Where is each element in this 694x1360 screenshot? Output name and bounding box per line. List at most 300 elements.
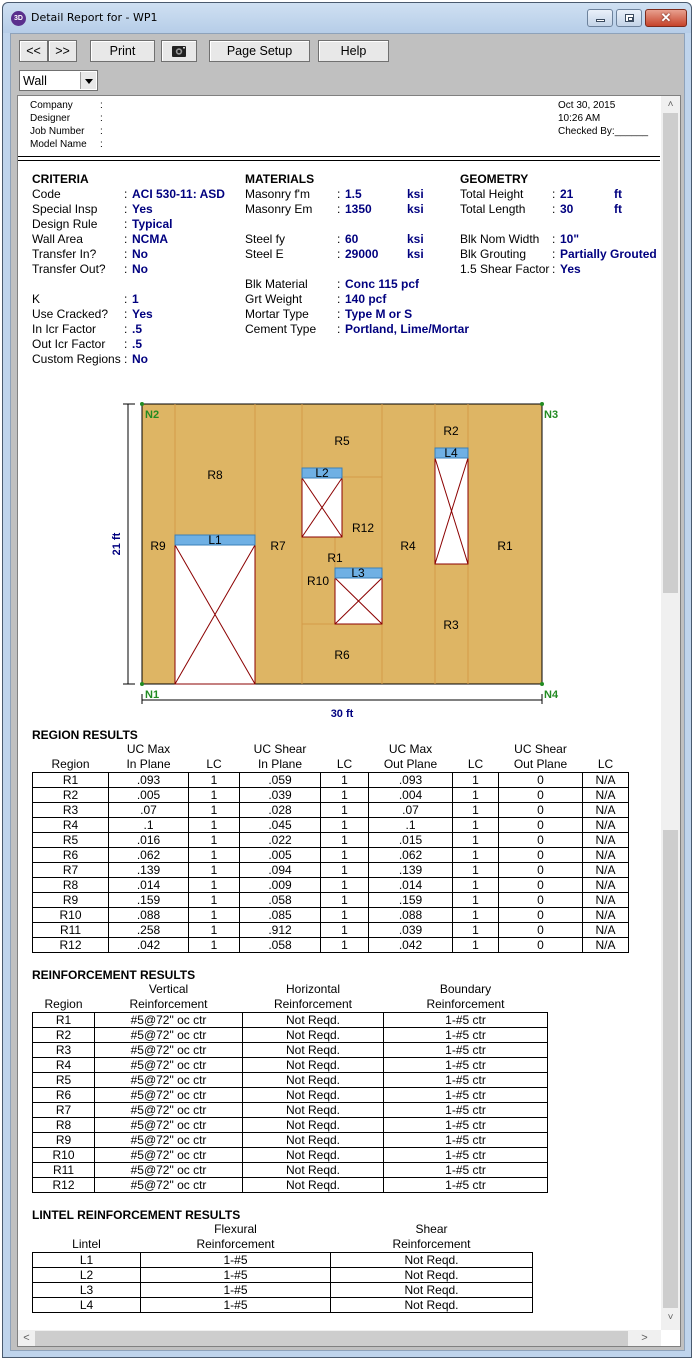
table-cell: Not Reqd. xyxy=(243,1178,384,1193)
table-row xyxy=(33,923,629,938)
header-time: 10:26 AM xyxy=(558,113,601,124)
lintel-results-title: LINTEL REINFORCEMENT RESULTS xyxy=(32,1208,241,1222)
table-cell: .045 xyxy=(240,818,321,833)
table-cell: .139 xyxy=(369,863,453,878)
table-cell: Not Reqd. xyxy=(243,1133,384,1148)
table-cell: #5@72" oc ctr xyxy=(95,1058,243,1073)
table-cell: 0 xyxy=(499,878,583,893)
table-cell: 1 xyxy=(453,938,499,953)
table-cell: .085 xyxy=(240,908,321,923)
table-cell: 0 xyxy=(499,833,583,848)
table-cell: L2 xyxy=(33,1268,141,1283)
table-cell: 1-#5 ctr xyxy=(384,1028,548,1043)
table-cell: N/A xyxy=(583,833,629,848)
table-row xyxy=(33,1118,548,1133)
region-label-r10: R10 xyxy=(306,574,330,588)
report-type-select[interactable] xyxy=(19,70,98,91)
table-cell: .004 xyxy=(369,788,453,803)
chevron-down-icon[interactable] xyxy=(80,72,96,89)
table-cell: 1 xyxy=(321,818,369,833)
table-cell: .159 xyxy=(369,893,453,908)
maximize-icon xyxy=(625,14,634,22)
table-cell: N/A xyxy=(583,878,629,893)
table-cell: .028 xyxy=(240,803,321,818)
table-row xyxy=(33,1013,548,1028)
table-cell: 0 xyxy=(499,863,583,878)
node-label-n4: N4 xyxy=(544,689,559,701)
table-cell: .159 xyxy=(109,893,189,908)
column-header: Boundary xyxy=(439,982,492,996)
table-row xyxy=(33,773,629,788)
column-header: Out Plane xyxy=(513,757,568,771)
criteria-title: CRITERIA xyxy=(32,172,89,186)
table-row xyxy=(33,878,629,893)
table-cell: .014 xyxy=(369,878,453,893)
region-label-r9: R9 xyxy=(150,539,166,553)
table-cell: .912 xyxy=(240,923,321,938)
table-cell: 1 xyxy=(321,863,369,878)
maximize-button[interactable] xyxy=(616,9,642,27)
table-row xyxy=(33,803,629,818)
table-row xyxy=(33,1178,548,1193)
horizontal-scrollbar-thumb[interactable] xyxy=(35,1331,628,1346)
column-header: Horizontal xyxy=(285,982,341,996)
scroll-left-icon[interactable]: < xyxy=(23,1332,30,1344)
table-cell: .088 xyxy=(369,908,453,923)
column-header: Shear xyxy=(415,1222,448,1236)
column-header: UC Shear xyxy=(253,742,307,756)
column-header: LC xyxy=(336,757,353,771)
table-cell: N/A xyxy=(583,848,629,863)
table-cell: Not Reqd. xyxy=(243,1028,384,1043)
table-cell: .258 xyxy=(109,923,189,938)
table-cell: Not Reqd. xyxy=(331,1298,533,1313)
previous-button[interactable]: << xyxy=(19,40,48,62)
table-cell: .1 xyxy=(369,818,453,833)
snapshot-button[interactable] xyxy=(161,40,197,62)
table-cell: R8 xyxy=(33,878,109,893)
table-cell: .062 xyxy=(109,848,189,863)
scroll-up-icon[interactable]: ˄ xyxy=(667,99,674,110)
next-button[interactable]: >> xyxy=(48,40,77,62)
table-cell: 1-#5 ctr xyxy=(384,1133,548,1148)
region-results-section xyxy=(32,728,629,953)
table-row xyxy=(33,1268,533,1283)
table-cell: .058 xyxy=(240,938,321,953)
table-cell: 1-#5 ctr xyxy=(384,1178,548,1193)
table-cell: 1-#5 ctr xyxy=(384,1088,548,1103)
minimize-icon xyxy=(596,19,605,22)
table-cell: #5@72" oc ctr xyxy=(95,1088,243,1103)
help-button[interactable]: Help xyxy=(318,40,389,62)
table-cell: 0 xyxy=(499,788,583,803)
table-cell: 1 xyxy=(189,773,240,788)
scrollbar-thumb[interactable] xyxy=(663,113,678,593)
table-row xyxy=(33,908,629,923)
vertical-scrollbar[interactable] xyxy=(661,96,680,1330)
table-cell: N/A xyxy=(583,863,629,878)
wall-elevation-diagram xyxy=(18,96,658,756)
table-cell: R6 xyxy=(33,1088,95,1103)
table-cell: 1 xyxy=(453,773,499,788)
column-header: LC xyxy=(597,757,614,771)
table-cell: R3 xyxy=(33,803,109,818)
region-results-table xyxy=(32,742,629,953)
table-cell: R5 xyxy=(33,833,109,848)
table-cell: 1 xyxy=(321,773,369,788)
table-row xyxy=(33,1103,548,1118)
materials-title: MATERIALS xyxy=(245,172,315,186)
table-cell: 1 xyxy=(321,908,369,923)
table-cell: 1 xyxy=(453,878,499,893)
table-cell: N/A xyxy=(583,788,629,803)
lintel-results-section xyxy=(32,1208,533,1313)
report-page: Company : Designer : Job Number : Model Name : Oct 30, 2015 10:26 AM Checked By:______ CRITERIA MATERIALS GEOMETRY Code : ACI 530-11: ASD Special Insp : Yes Design Rule : Typical Wall Area : NCMA Transfer In? : No Transfer Out? : No K : 1 Use Cracked? : Yes In Icr Factor : .5 Out Icr Factor : .5 Custom Regions : No Masonry f'm : 1.5 ksi Masonry Em : 1350 ksi Steel fy : 60 ksi Steel E : 29000 ksi Blk Material : Conc 115 pcf Grt Weight : 140 pcf Mortar Type : Type M or S Cement Type : Portland, Lime/Mortar Total Height : 21 ft Total Length : 30 ft Blk Nom Width : 10" Blk Grouting : Partially Grouted 1.5 Shear Factor : Yes L1 L2 L3 L4 R1 R2 R3 R4 R5 R6 R7 R8 R9 R10 R1 R12 N2 N3 N1 N4 21 ft 30 ft REGION RESULTS UC Max UC Shear UC Max UC Shear Region In Plane LC In Plane LC Out Plane LC Out Plane LC R1 .093 1 .059 1 .093 1 0 N/A R2 .005 1 .039 1 .004 1 0 N/A R3 .07 1 .028 1 .07 1 0 N/A R4 .1 1 .045 1 .1 1 0 N/A R5 .016 1 .022 1 .015 1 0 N/A R6 .062 1 .005 1 .062 1 0 N/A R7 .139 1 .094 1 .139 1 0 N/A R8 .014 1 .009 1 .014 1 0 N/A R9 .159 1 .058 1 .159 1 0 N/A R10 .088 1 .085 1 .088 1 0 N/A R11 .258 1 .912 1 .039 1 0 N/A R12 .042 1 .058 1 .042 1 0 N/A REINFORCEMENT RESULTS Vertical Horizontal Boundary Region Reinforcement Reinforcement Reinforcement R1 #5@72" oc ctr Not Reqd. 1-#5 ctr R2 #5@72" oc ctr Not Reqd. 1-#5 ctr R3 #5@72" oc ctr Not Reqd. 1-#5 ctr R4 #5@72" oc ctr Not Reqd. 1-#5 ctr R5 #5@72" oc ctr Not Reqd. 1-#5 ctr R6 #5@72" oc ctr Not Reqd. 1-#5 ctr R7 #5@72" oc ctr Not Reqd. 1-#5 ctr R8 #5@72" oc ctr Not Reqd. 1-#5 ctr R9 #5@72" oc ctr Not Reqd. 1-#5 ctr R10 #5@72" oc ctr Not Reqd. 1-#5 ctr R11 #5@72" oc ctr Not Reqd. 1-#5 ctr R12 #5@72" oc ctr Not Reqd. 1-#5 ctr LINTEL REINFORCEMENT RESULTS Flexural Shear Lintel Reinforcement Reinforcement L1 1-#5 Not Reqd. L2 1-#5 Not Reqd. L3 1-#5 Not Reqd. L4 1-#5 Not Reqd. xyxy=(18,96,658,1321)
lintel-label-l1: L1 xyxy=(208,533,222,547)
table-row xyxy=(33,1058,548,1073)
table-cell: .014 xyxy=(109,878,189,893)
table-row xyxy=(33,833,629,848)
table-cell: .022 xyxy=(240,833,321,848)
region-results-title: REGION RESULTS xyxy=(32,728,138,742)
table-cell: .015 xyxy=(369,833,453,848)
table-cell: .042 xyxy=(369,938,453,953)
table-cell: 1-#5 xyxy=(141,1283,331,1298)
table-cell: 1 xyxy=(189,863,240,878)
table-cell: N/A xyxy=(583,773,629,788)
table-cell: .062 xyxy=(369,848,453,863)
report-window xyxy=(2,2,692,1358)
table-cell: 0 xyxy=(499,923,583,938)
report-viewport xyxy=(17,95,681,1347)
table-cell: L3 xyxy=(33,1283,141,1298)
reinforcement-results-title: REINFORCEMENT RESULTS xyxy=(32,968,196,982)
table-cell: #5@72" oc ctr xyxy=(95,1178,243,1193)
table-cell: .093 xyxy=(369,773,453,788)
column-header: Vertical xyxy=(148,982,189,996)
table-cell: Not Reqd. xyxy=(243,1058,384,1073)
header-job-number: Job Number : xyxy=(30,126,103,137)
table-cell: #5@72" oc ctr xyxy=(95,1013,243,1028)
table-row xyxy=(33,1133,548,1148)
table-cell: 1-#5 ctr xyxy=(384,1163,548,1178)
select-value: Wall xyxy=(23,74,47,88)
table-cell: 1 xyxy=(321,938,369,953)
table-row xyxy=(33,1163,548,1178)
table-cell: 1 xyxy=(453,818,499,833)
table-cell: 1 xyxy=(453,908,499,923)
table-cell: 1 xyxy=(321,803,369,818)
table-row xyxy=(33,818,629,833)
column-header: UC Shear xyxy=(514,742,567,756)
table-row xyxy=(33,1253,533,1268)
table-cell: #5@72" oc ctr xyxy=(95,1118,243,1133)
table-cell: 1-#5 ctr xyxy=(384,1118,548,1133)
node-label-n2: N2 xyxy=(145,409,160,421)
table-row xyxy=(33,1283,533,1298)
table-cell: 1 xyxy=(321,788,369,803)
window-title: Detail Report for - WP1 xyxy=(31,11,158,24)
table-cell: .042 xyxy=(109,938,189,953)
table-cell: 0 xyxy=(499,908,583,923)
region-label-r2: R2 xyxy=(443,424,459,438)
region-label-r8: R8 xyxy=(207,468,223,482)
minimize-button[interactable] xyxy=(587,9,613,27)
table-cell: #5@72" oc ctr xyxy=(95,1028,243,1043)
table-cell: 1 xyxy=(453,923,499,938)
table-cell: 1 xyxy=(453,803,499,818)
table-cell: #5@72" oc ctr xyxy=(95,1073,243,1088)
table-cell: R9 xyxy=(33,1133,95,1148)
table-cell: 1 xyxy=(321,848,369,863)
table-cell: 1 xyxy=(453,863,499,878)
table-cell: Not Reqd. xyxy=(243,1043,384,1058)
print-button[interactable]: Print xyxy=(90,40,155,62)
table-cell: 1 xyxy=(189,878,240,893)
table-cell: 1 xyxy=(189,938,240,953)
table-cell: .039 xyxy=(369,923,453,938)
table-cell: 1 xyxy=(321,893,369,908)
column-header xyxy=(33,982,95,997)
table-cell: 1-#5 ctr xyxy=(384,1073,548,1088)
client-area xyxy=(10,33,685,1351)
table-cell: 1 xyxy=(189,923,240,938)
region-label-r7: R7 xyxy=(270,539,286,553)
table-cell: .088 xyxy=(109,908,189,923)
column-header: Reinforcement xyxy=(129,997,208,1011)
table-cell: 1 xyxy=(189,788,240,803)
table-row xyxy=(33,848,629,863)
table-cell: 1-#5 ctr xyxy=(384,1058,548,1073)
column-header: LC xyxy=(206,757,222,771)
scroll-down-icon[interactable]: ˅ xyxy=(667,1312,674,1323)
table-cell: .094 xyxy=(240,863,321,878)
table-cell: N/A xyxy=(583,818,629,833)
header-company: Company : xyxy=(30,100,103,111)
table-cell: 1 xyxy=(453,848,499,863)
column-header xyxy=(33,1222,141,1237)
column-header: In Plane xyxy=(257,757,303,771)
table-cell: 1 xyxy=(453,788,499,803)
table-cell: .039 xyxy=(240,788,321,803)
table-cell: Not Reqd. xyxy=(243,1148,384,1163)
table-cell: 0 xyxy=(499,773,583,788)
column-header: UC Max xyxy=(388,742,433,756)
column-header: Region xyxy=(44,997,83,1011)
title-bar[interactable] xyxy=(3,3,691,33)
table-cell: R7 xyxy=(33,863,109,878)
region-label-r4: R4 xyxy=(400,539,416,553)
height-dimension: 21 ft xyxy=(111,532,123,556)
geometry-title: GEOMETRY xyxy=(460,172,529,186)
table-cell: 1 xyxy=(189,908,240,923)
table-cell: 1 xyxy=(189,818,240,833)
length-dimension: 30 ft xyxy=(330,708,354,720)
table-cell: R9 xyxy=(33,893,109,908)
table-cell: 0 xyxy=(499,803,583,818)
table-cell: N/A xyxy=(583,938,629,953)
table-cell: R4 xyxy=(33,818,109,833)
table-cell: Not Reqd. xyxy=(243,1118,384,1133)
scrollbar-track-segment[interactable] xyxy=(663,830,678,1308)
table-cell: R1 xyxy=(33,1013,95,1028)
column-header: Reinforcement xyxy=(196,1237,275,1251)
table-cell: Not Reqd. xyxy=(243,1163,384,1178)
table-cell: L4 xyxy=(33,1298,141,1313)
node-label-n1: N1 xyxy=(145,689,160,701)
column-header: Reinforcement xyxy=(426,997,505,1011)
table-cell: R3 xyxy=(33,1043,95,1058)
table-cell: #5@72" oc ctr xyxy=(95,1103,243,1118)
table-cell: .059 xyxy=(240,773,321,788)
page-setup-button[interactable]: Page Setup xyxy=(209,40,310,62)
table-cell: Not Reqd. xyxy=(331,1268,533,1283)
close-button[interactable] xyxy=(645,9,687,27)
table-cell: R12 xyxy=(33,1178,95,1193)
region-label-r5: R5 xyxy=(334,434,350,448)
column-header: Lintel xyxy=(72,1237,101,1251)
horizontal-scrollbar[interactable] xyxy=(18,1330,661,1347)
table-row xyxy=(33,863,629,878)
table-cell: 1-#5 ctr xyxy=(384,1013,548,1028)
table-cell: R1 xyxy=(33,773,109,788)
table-cell: 1-#5 ctr xyxy=(384,1148,548,1163)
lintel-label-l2: L2 xyxy=(315,466,329,480)
column-header: Region xyxy=(51,757,90,771)
region-label-r1: R1 xyxy=(497,539,513,553)
table-cell: L1 xyxy=(33,1253,141,1268)
table-cell: R5 xyxy=(33,1073,95,1088)
table-cell: .016 xyxy=(109,833,189,848)
region-label-r11: R1 xyxy=(327,551,343,565)
table-cell: 1-#5 xyxy=(141,1298,331,1313)
table-cell: R6 xyxy=(33,848,109,863)
table-cell: R2 xyxy=(33,1028,95,1043)
header-model-name: Model Name : xyxy=(30,139,103,150)
table-cell: N/A xyxy=(583,908,629,923)
column-header xyxy=(189,742,240,757)
column-header xyxy=(33,742,109,757)
table-cell: R2 xyxy=(33,788,109,803)
table-cell: #5@72" oc ctr xyxy=(95,1133,243,1148)
camera-icon xyxy=(172,45,186,57)
table-cell: 1 xyxy=(189,803,240,818)
scroll-right-icon[interactable]: > xyxy=(641,1332,648,1344)
column-header xyxy=(453,742,499,757)
lintel-label-l4: L4 xyxy=(444,446,458,460)
table-cell: Not Reqd. xyxy=(243,1088,384,1103)
column-header: Flexural xyxy=(214,1222,257,1236)
table-cell: 1 xyxy=(321,878,369,893)
header-date: Oct 30, 2015 xyxy=(558,100,616,111)
table-cell: 1 xyxy=(189,848,240,863)
table-row xyxy=(33,1073,548,1088)
table-cell: 1-#5 xyxy=(141,1253,331,1268)
region-label-r12: R12 xyxy=(351,521,375,535)
table-row xyxy=(33,788,629,803)
column-header: LC xyxy=(467,757,484,771)
table-cell: .139 xyxy=(109,863,189,878)
table-cell: .07 xyxy=(369,803,453,818)
column-header: Reinforcement xyxy=(392,1237,471,1251)
table-cell: .005 xyxy=(109,788,189,803)
table-cell: 0 xyxy=(499,893,583,908)
table-cell: .1 xyxy=(109,818,189,833)
table-row xyxy=(33,1088,548,1103)
close-icon: ✕ xyxy=(660,10,672,25)
table-cell: 1 xyxy=(189,893,240,908)
table-cell: 0 xyxy=(499,848,583,863)
table-cell: Not Reqd. xyxy=(243,1103,384,1118)
table-row xyxy=(33,1298,533,1313)
table-cell: R10 xyxy=(33,908,109,923)
table-cell: 1 xyxy=(453,893,499,908)
table-cell: 1-#5 ctr xyxy=(384,1103,548,1118)
table-cell: Not Reqd. xyxy=(243,1073,384,1088)
column-header: In Plane xyxy=(126,757,171,771)
table-cell: .07 xyxy=(109,803,189,818)
table-cell: #5@72" oc ctr xyxy=(95,1043,243,1058)
table-cell: 1-#5 xyxy=(141,1268,331,1283)
node-label-n3: N3 xyxy=(544,409,559,421)
app-logo-icon: 3D xyxy=(11,11,26,26)
table-cell: 0 xyxy=(499,818,583,833)
column-header: Out Plane xyxy=(383,757,438,771)
table-cell: R4 xyxy=(33,1058,95,1073)
header-checked-by: Checked By:______ xyxy=(558,126,649,137)
table-cell: #5@72" oc ctr xyxy=(95,1163,243,1178)
table-cell: Not Reqd. xyxy=(243,1013,384,1028)
region-label-r3: R3 xyxy=(443,618,459,632)
table-cell: 0 xyxy=(499,938,583,953)
region-label-r6: R6 xyxy=(334,648,350,662)
table-cell: R12 xyxy=(33,938,109,953)
table-row xyxy=(33,1028,548,1043)
table-row xyxy=(33,1148,548,1163)
column-header xyxy=(583,742,629,757)
reinforcement-results-section xyxy=(32,968,548,1193)
table-cell: #5@72" oc ctr xyxy=(95,1148,243,1163)
table-row xyxy=(33,938,629,953)
table-cell: 1 xyxy=(321,923,369,938)
table-cell: R10 xyxy=(33,1148,95,1163)
lintel-results-table xyxy=(32,1222,533,1313)
table-cell: N/A xyxy=(583,923,629,938)
header-designer: Designer : xyxy=(30,113,103,124)
table-cell: 1 xyxy=(453,833,499,848)
table-row xyxy=(33,1043,548,1058)
table-cell: .093 xyxy=(109,773,189,788)
table-cell: R7 xyxy=(33,1103,95,1118)
table-cell: 1 xyxy=(321,833,369,848)
reinforcement-results-table xyxy=(32,982,548,1193)
table-cell: .005 xyxy=(240,848,321,863)
table-cell: 1-#5 ctr xyxy=(384,1043,548,1058)
column-header xyxy=(321,742,369,757)
column-header: UC Max xyxy=(126,742,171,756)
table-cell: R11 xyxy=(33,923,109,938)
column-header: Reinforcement xyxy=(273,997,353,1011)
table-cell: Not Reqd. xyxy=(331,1283,533,1298)
table-cell: Not Reqd. xyxy=(331,1253,533,1268)
table-cell: N/A xyxy=(583,803,629,818)
table-cell: R11 xyxy=(33,1163,95,1178)
table-cell: 1 xyxy=(189,833,240,848)
table-row xyxy=(33,893,629,908)
table-cell: N/A xyxy=(583,893,629,908)
table-cell: .009 xyxy=(240,878,321,893)
table-cell: .058 xyxy=(240,893,321,908)
